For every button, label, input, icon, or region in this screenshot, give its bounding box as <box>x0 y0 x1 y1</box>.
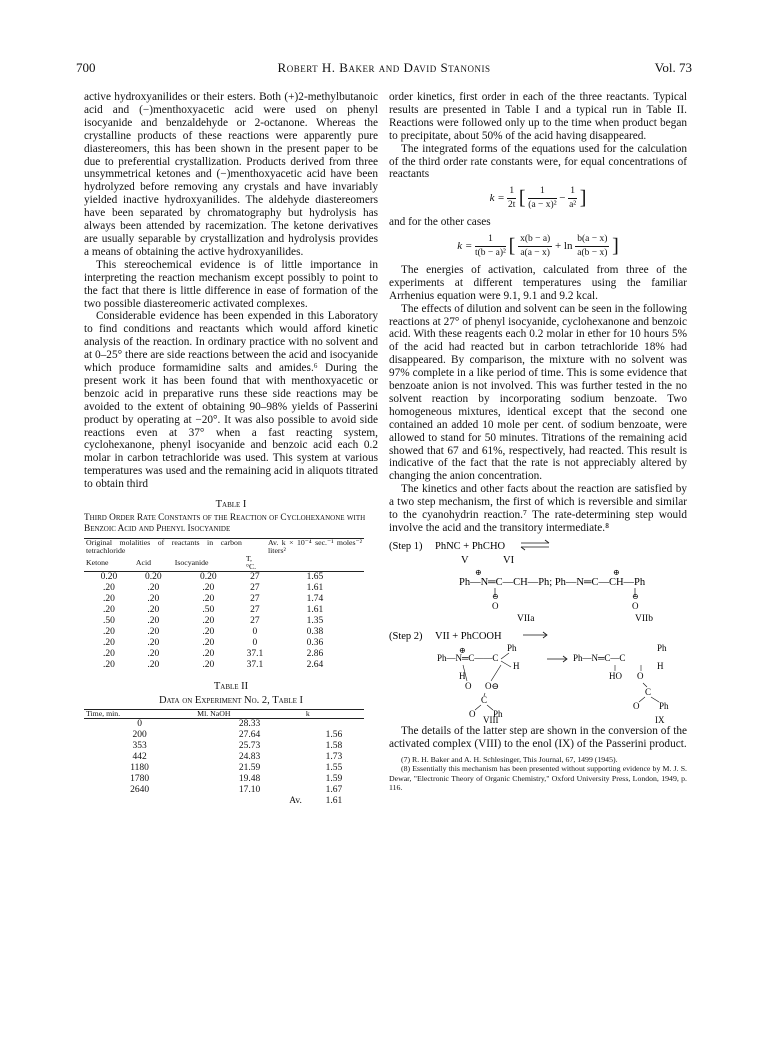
paragraph: The energies of activation, calculated from three of the experiments at different temperatures using the familiar Arrhenius equation were 9.1, 9.1 and 9.2 kcal. <box>389 263 687 302</box>
paragraph: active hydroxyanilides or their esters. Both (+)2-methylbutanoic acid and (−)menthoxyacetic acid were used on phenyl isocyanide and benzaldehyde or 2-octanone. Whereas the crystalline products of these reactions were apparently pure diastereomers, this has been shown in the present paper to be due to preferential crystallization. Products derived from three unsymmetrical ketones and (−)menthoxyacetic acid have been hydrolyzed before removing any crystals and have invariably yielded inactive hydroxyanilides. The aldehyde diastereomers have been separated by chromatography but hydrolysis has always been attended by racemization. The ketone derivatives are usually separable by crystallization and hydrolysis provides a means of obtaining the active hydroxyanilides. <box>84 91 378 258</box>
svg-text:Ph: Ph <box>657 642 667 653</box>
col-header: Ml. NaOH <box>197 709 231 719</box>
table-row <box>84 594 364 605</box>
label-VIIb: VIIb <box>635 613 653 624</box>
table-cell: .20 <box>103 638 115 649</box>
svg-text:C: C <box>645 686 652 697</box>
fraction <box>475 233 506 260</box>
left-column <box>84 91 378 807</box>
table-cell: 1.73 <box>325 752 343 763</box>
col-header: Acid <box>135 558 152 568</box>
label-VI: VI <box>503 554 515 566</box>
equation-1: k = $\frac{1}{2t}$ [ $\frac{1}{\text{(a − x)²}}$ − $\frac{1}{\text{a²}}$ ] <box>489 186 587 211</box>
table-row <box>84 649 364 660</box>
table-cell: .20 <box>147 583 160 594</box>
structure-VIII <box>437 643 520 719</box>
table-row <box>84 719 364 731</box>
svg-text:H: H <box>657 660 664 671</box>
avg-value: 1.61 <box>325 796 343 807</box>
table-row <box>84 774 364 785</box>
table-cell: 25.73 <box>238 741 261 752</box>
table-cell: 0 <box>252 627 258 638</box>
table-cell: 1.61 <box>306 583 324 594</box>
table-cell: .20 <box>147 616 160 627</box>
table-cell: 1.55 <box>325 763 343 774</box>
structure-VIIa-VIIb: Ph—N═C—CH—Ph; Ph—N═C—CH—Ph <box>459 576 646 588</box>
table-cell: 27.64 <box>238 730 261 741</box>
svg-text:Ph: Ph <box>507 642 517 653</box>
table-cell: 1.59 <box>325 774 343 785</box>
table-cell: .20 <box>103 583 115 594</box>
footnote: (7) R. H. Baker and A. H. Schlesinger, This Journal, 67, 1499 (1945). <box>401 754 618 764</box>
table-cell: .20 <box>103 660 115 671</box>
table-cell: .50 <box>103 616 115 627</box>
eq-lhs: k = <box>457 240 473 252</box>
table-cell: 27 <box>250 583 260 594</box>
step1-equation: PhNC + PhCHO <box>435 540 506 552</box>
table-cell: 37.1 <box>246 649 264 660</box>
denominator: a(b − x) <box>577 247 608 258</box>
oxygen: O <box>632 600 639 611</box>
numerator: b(a − x) <box>575 233 609 247</box>
paragraph: and for the other cases <box>389 216 491 229</box>
table-cell: 24.83 <box>238 752 261 763</box>
operator: + ln <box>554 240 573 252</box>
svg-text:Ph—N═C——C: Ph—N═C——C <box>437 652 499 663</box>
denominator: (a − x)² <box>528 200 557 211</box>
denominator: a(a − x) <box>520 247 550 258</box>
table-row <box>84 616 364 627</box>
paragraph: The details of the latter step are shown in the conversion of the activated complex (VIII) to the enol (IX) of the Passerini product. <box>389 724 687 750</box>
table1-group-header: Original molalities of reactants in carbon tetrachloride <box>86 538 242 556</box>
table-cell: 1.67 <box>325 785 343 796</box>
table-cell: 21.59 <box>238 763 261 774</box>
paragraph: Considerable evidence has been expended in this Laboratory to find conditions and reactants which would afford kinetic analysis of the reaction. In ordinary practice with no solvent and at 0–25° there are side reactions between the acid and isocyanide which produce formamidine salts and amides.⁶ During the present work it has been found that with menthoxyacetic or benzoic acid in preparative runs these side reactions may be avoided to the extent of obtaining 90–98% yields of Passerini product by operating at −20°. It was also possible to avoid side reactions even at 37° when a fast reacting system, cyclohexanone, phenyl isocyanide and benzoic acid each 0.2 molar in carbon tetrachloride was used. This system at various temperatures was used and the remaining acid in aliquots titrated to obtain third <box>84 310 378 491</box>
label-IX: IX <box>655 714 665 723</box>
table-cell: 27 <box>250 616 260 627</box>
table-cell: 17.10 <box>238 785 261 796</box>
table-row <box>84 660 364 671</box>
mechanism-scheme <box>389 537 687 723</box>
fraction <box>518 233 552 260</box>
svg-text:H: H <box>513 660 520 671</box>
table-cell: .20 <box>202 594 215 605</box>
table-cell: .20 <box>202 583 215 594</box>
table1 <box>84 538 364 671</box>
table2 <box>84 709 364 807</box>
table-cell: .50 <box>202 605 215 616</box>
table-cell: .20 <box>202 649 215 660</box>
fraction <box>575 233 609 260</box>
denominator: 2t <box>508 200 516 211</box>
label-VIIa: VIIa <box>517 613 535 624</box>
table-cell: 1.65 <box>306 572 324 583</box>
numerator: 1 <box>507 185 516 199</box>
table-cell: 0 <box>137 719 142 730</box>
table-cell: 1.58 <box>325 741 343 752</box>
paragraph: The integrated forms of the equations used for the calculation of the third order rate constants were, for equal concentrations of reactants <box>389 142 687 181</box>
col-header: Isocyanide <box>174 558 209 568</box>
table-cell: 27 <box>250 594 260 605</box>
table-cell: .20 <box>202 627 215 638</box>
table-cell: 37.1 <box>246 660 264 671</box>
step2-equation: VII + PhCOOH <box>435 630 502 642</box>
table-cell: 442 <box>132 752 147 763</box>
table-cell: .20 <box>103 649 115 660</box>
paragraph: This stereochemical evidence is of little importance in interpreting the reaction mechanism except possibly to point to the fact that there is little difference in ease of formation of the two possible diastereomeric activated complexes. <box>84 258 378 310</box>
table-cell: 0.36 <box>306 638 324 649</box>
volume: Vol. 73 <box>654 60 692 75</box>
table-cell: 0.20 <box>199 572 217 583</box>
numerator: 1 <box>568 185 577 199</box>
table-cell: .20 <box>147 627 160 638</box>
table-row <box>84 627 364 638</box>
table-row <box>84 638 364 649</box>
table-cell: .20 <box>103 605 115 616</box>
table2-label: Table II <box>213 681 249 693</box>
col-header: T, °C. <box>245 554 257 572</box>
table-cell: 1.56 <box>325 730 343 741</box>
col-header: Time, min. <box>86 709 121 719</box>
plus-charge: ⊕ <box>475 567 482 577</box>
svg-text:H: H <box>459 670 466 681</box>
table-cell: 1780 <box>130 774 150 785</box>
table-cell: 1.61 <box>306 605 324 616</box>
table-cell: .20 <box>147 594 160 605</box>
svg-text:HO: HO <box>609 670 622 681</box>
eq-lhs: k = <box>489 192 505 205</box>
table-cell: 2640 <box>130 785 150 796</box>
table-row <box>84 785 364 796</box>
table-cell: 1.35 <box>306 616 324 627</box>
svg-text:Ph: Ph <box>659 700 669 711</box>
equilibrium-arrow <box>521 540 549 550</box>
table-cell: 19.48 <box>238 774 261 785</box>
fraction <box>507 185 516 212</box>
footnote: (8) Essentially this mechanism has been presented without supporting evidence by M. J. S. Dewar, "Electronic Theory of Organic Chemistry," Oxford University Press, London, 1949, p. 116. <box>389 764 687 792</box>
table-cell: 0.20 <box>145 572 162 583</box>
svg-text:O: O <box>469 708 476 719</box>
table-cell: .20 <box>202 660 215 671</box>
table-cell: 1.74 <box>306 594 324 605</box>
equation-2: k = $\frac{1}{\text{t(b − a)²}}$ [ $\frac{x(b - a)}{a(a - x)}$ + ln $\frac{b(a - x)}{a(b - x)}$ ] <box>457 234 619 258</box>
page-header <box>76 60 692 80</box>
table-cell: .20 <box>103 594 115 605</box>
table2-caption: Data on Experiment No. 2, Table I <box>158 695 304 707</box>
denominator: a² <box>569 200 577 211</box>
table-cell <box>304 719 364 731</box>
table-row <box>84 583 364 594</box>
table-row <box>84 605 364 616</box>
table1-k-header: Av. k × 10⁻⁴ sec.⁻¹ moles⁻² liters² <box>267 538 362 556</box>
svg-text:O: O <box>633 700 640 711</box>
svg-text:Ph—N═C—C: Ph—N═C—C <box>573 652 626 663</box>
fraction <box>528 185 556 212</box>
table-cell: .20 <box>147 638 160 649</box>
table-cell: 1180 <box>130 763 149 774</box>
step1-label: (Step 1) <box>389 540 423 552</box>
right-column <box>389 91 687 792</box>
table1-caption: Third Order Rate Constants of the Reaction of Cyclohexanone with Benzoic Acid and Phenyl Isocyanide <box>84 513 366 535</box>
avg-label: Av. <box>289 796 302 807</box>
denominator: t(b − a)² <box>475 247 506 258</box>
oxygen: O <box>492 600 499 611</box>
footnotes <box>389 755 687 793</box>
table-cell: .20 <box>202 638 215 649</box>
svg-text:O⊖: O⊖ <box>485 680 500 691</box>
running-authors: Robert H. Baker and David Stanonis <box>277 60 491 75</box>
svg-text:O: O <box>465 680 472 691</box>
table-cell: 0 <box>252 638 258 649</box>
paragraph: The effects of dilution and solvent can be seen in the following reactions at 27° of phenyl isocyanide, cyclohexanone and benzoic acid. With these reagents each 0.2 molar in ether for 10 hours 5% of the acid had reacted but in carbon tetrachloride 18% had disappeared. By comparison, the mixture with no solvent was 97% complete in a like period of time. This is some evidence that benzoate anion is not involved. This was further tested in the no solvent reaction by incorporating sodium benzoate. Two homogeneous mixtures, identical except that the second one contained an added 10 mole per cent. of sodium benzoate, were allowed to stand for 50 minutes. Titrations of the remaining acid showed that 67 and 61%, respectively, had reacted. This result is indicative of the fact that the rate is not appreciably altered by changing the anion concentration. <box>389 302 687 483</box>
reaction-arrow <box>547 656 567 662</box>
table-cell: .20 <box>202 616 215 627</box>
table-cell: .20 <box>147 605 160 616</box>
label-V: V <box>461 554 469 566</box>
col-header: Ketone <box>86 558 109 568</box>
minus-charge: ⊖ <box>632 591 639 601</box>
label-VIII: VIII <box>483 714 499 723</box>
table-cell: 0.20 <box>100 572 118 583</box>
table-cell: 353 <box>132 741 147 752</box>
svg-text:C: C <box>481 694 488 705</box>
table-cell: 2.86 <box>306 649 324 660</box>
numerator: 1 <box>475 233 506 247</box>
table-row <box>84 572 364 584</box>
structure-IX <box>573 643 669 711</box>
svg-text:⊕: ⊕ <box>459 645 466 655</box>
table-cell: 0.38 <box>306 627 324 638</box>
table-cell: .20 <box>147 649 160 660</box>
table-cell: 2.64 <box>306 660 324 671</box>
table-row <box>84 730 364 741</box>
numerator: 1 <box>528 185 556 199</box>
table1-label: Table I <box>215 499 247 511</box>
table-cell: 27 <box>250 572 260 583</box>
operator: − <box>559 192 566 205</box>
svg-text:Ph: Ph <box>493 708 503 719</box>
table-cell: .20 <box>147 660 160 671</box>
table-row <box>84 741 364 752</box>
table-row <box>84 763 364 774</box>
paragraph: The kinetics and other facts about the reaction are satisfied by a two step mechanism, the first of which is reversible and similar to the cyanohydrin reaction.⁷ The rate-determining step would involve the acid and the transitory intermediate.⁸ <box>389 483 687 534</box>
table-cell: 200 <box>132 730 147 741</box>
table-cell: .20 <box>103 627 115 638</box>
minus-charge: ⊖ <box>492 591 499 601</box>
table-cell: 27 <box>250 605 260 616</box>
page-number: 700 <box>76 60 96 75</box>
col-header: k <box>305 709 310 719</box>
numerator: x(b − a) <box>518 233 552 247</box>
reaction-arrow <box>523 632 547 638</box>
plus-charge: ⊕ <box>613 567 620 577</box>
table-cell: 28.33 <box>238 719 261 730</box>
step2-label: (Step 2) <box>389 630 423 642</box>
fraction <box>568 185 577 212</box>
paragraph: order kinetics, first order in each of the three reactants. Typical results are presented in Table I and a typical run in Table II. Reactions were followed only up to the time when product began to precipitate, about 50% of the acid having disappeared. <box>389 91 687 142</box>
table-row <box>84 752 364 763</box>
svg-text:O: O <box>637 670 644 681</box>
